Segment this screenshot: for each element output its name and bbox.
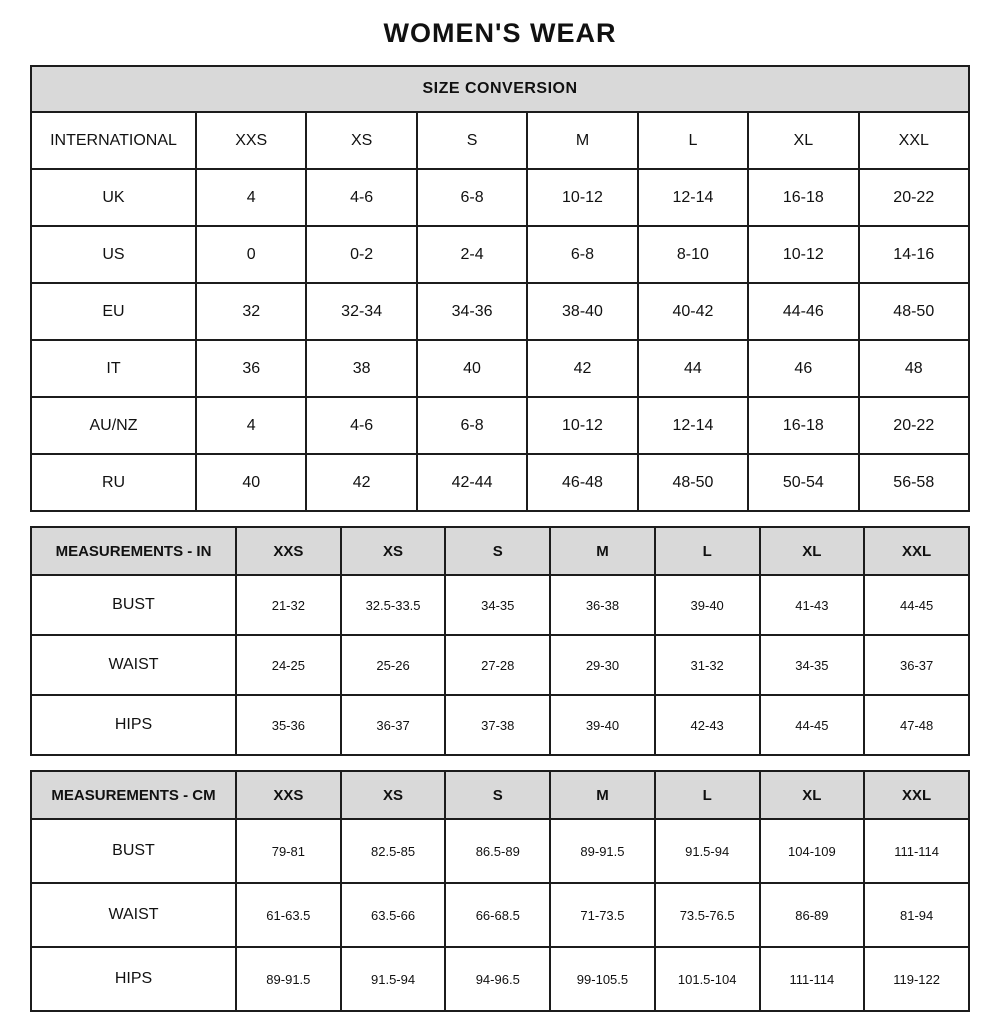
- value-cell: 82.5-85: [341, 819, 446, 883]
- column-header-cell: MEASUREMENTS - CM: [31, 771, 236, 819]
- measurements-in-table-body: [31, 575, 969, 755]
- value-cell: 86.5-89: [445, 819, 550, 883]
- value-cell: 37-38: [445, 695, 550, 755]
- value-cell: 42-44: [417, 454, 527, 511]
- row-label-cell: WAIST: [31, 635, 236, 695]
- row-label-cell: EU: [31, 283, 196, 340]
- value-cell: 47-48: [864, 695, 969, 755]
- table-row: [31, 819, 969, 883]
- row-label-cell: WAIST: [31, 883, 236, 947]
- row-label-cell: INTERNATIONAL: [31, 112, 196, 169]
- value-cell: 42: [527, 340, 637, 397]
- table-row: [31, 575, 969, 635]
- value-cell: 56-58: [859, 454, 969, 511]
- row-label-cell: HIPS: [31, 695, 236, 755]
- value-cell: 2-4: [417, 226, 527, 283]
- size-conversion-table-head: [31, 66, 969, 112]
- size-conversion-title: SIZE CONVERSION: [31, 66, 969, 112]
- value-cell: 91.5-94: [655, 819, 760, 883]
- measurements-cm-table-head: [31, 771, 969, 819]
- value-cell: 40: [196, 454, 306, 511]
- column-header-cell: L: [655, 771, 760, 819]
- header-row: [31, 527, 969, 575]
- value-cell: 29-30: [550, 635, 655, 695]
- value-cell: 34-35: [760, 635, 865, 695]
- value-cell: 50-54: [748, 454, 858, 511]
- value-cell: 6-8: [417, 169, 527, 226]
- value-cell: 73.5-76.5: [655, 883, 760, 947]
- value-cell: 44-46: [748, 283, 858, 340]
- value-cell: 119-122: [864, 947, 969, 1011]
- value-cell: 40: [417, 340, 527, 397]
- value-cell: 38-40: [527, 283, 637, 340]
- value-cell: 4-6: [306, 169, 416, 226]
- column-header-cell: XL: [760, 527, 865, 575]
- value-cell: 12-14: [638, 397, 748, 454]
- row-label-cell: UK: [31, 169, 196, 226]
- table-row: [31, 635, 969, 695]
- size-conversion-table: [30, 65, 970, 512]
- value-cell: 8-10: [638, 226, 748, 283]
- column-header-cell: MEASUREMENTS - IN: [31, 527, 236, 575]
- value-cell: S: [417, 112, 527, 169]
- value-cell: 44-45: [760, 695, 865, 755]
- page-title: WOMEN'S WEAR: [383, 18, 617, 48]
- value-cell: L: [638, 112, 748, 169]
- column-header-cell: XXL: [864, 771, 969, 819]
- value-cell: 20-22: [859, 397, 969, 454]
- value-cell: 0-2: [306, 226, 416, 283]
- table-row: [31, 283, 969, 340]
- value-cell: 66-68.5: [445, 883, 550, 947]
- value-cell: 32.5-33.5: [341, 575, 446, 635]
- measurements-in-table-head: [31, 527, 969, 575]
- measurements-cm-table: [30, 770, 970, 1012]
- row-label-cell: IT: [31, 340, 196, 397]
- value-cell: 36-37: [341, 695, 446, 755]
- value-cell: 36-37: [864, 635, 969, 695]
- measurements-cm-table-body: [31, 819, 969, 1011]
- value-cell: 42: [306, 454, 416, 511]
- size-conversion-table-body: [31, 112, 969, 511]
- value-cell: 21-32: [236, 575, 341, 635]
- value-cell: 32-34: [306, 283, 416, 340]
- value-cell: 34-36: [417, 283, 527, 340]
- value-cell: 35-36: [236, 695, 341, 755]
- column-header-cell: XS: [341, 527, 446, 575]
- value-cell: XXS: [196, 112, 306, 169]
- table-row: [31, 226, 969, 283]
- row-label-cell: HIPS: [31, 947, 236, 1011]
- value-cell: 63.5-66: [341, 883, 446, 947]
- value-cell: 24-25: [236, 635, 341, 695]
- value-cell: 25-26: [341, 635, 446, 695]
- value-cell: 39-40: [550, 695, 655, 755]
- value-cell: 111-114: [760, 947, 865, 1011]
- value-cell: 104-109: [760, 819, 865, 883]
- value-cell: 48-50: [638, 454, 748, 511]
- value-cell: 44-45: [864, 575, 969, 635]
- row-label-cell: AU/NZ: [31, 397, 196, 454]
- value-cell: 41-43: [760, 575, 865, 635]
- value-cell: 10-12: [527, 169, 637, 226]
- column-header-cell: XXL: [864, 527, 969, 575]
- value-cell: 46: [748, 340, 858, 397]
- value-cell: 91.5-94: [341, 947, 446, 1011]
- column-header-cell: S: [445, 527, 550, 575]
- value-cell: 31-32: [655, 635, 760, 695]
- value-cell: 101.5-104: [655, 947, 760, 1011]
- value-cell: 10-12: [748, 226, 858, 283]
- value-cell: 79-81: [236, 819, 341, 883]
- value-cell: M: [527, 112, 637, 169]
- header-row: [31, 771, 969, 819]
- value-cell: 0: [196, 226, 306, 283]
- value-cell: 46-48: [527, 454, 637, 511]
- column-header-cell: M: [550, 771, 655, 819]
- value-cell: 39-40: [655, 575, 760, 635]
- row-label-cell: BUST: [31, 575, 236, 635]
- value-cell: 61-63.5: [236, 883, 341, 947]
- table-row: [31, 169, 969, 226]
- value-cell: 36-38: [550, 575, 655, 635]
- column-header-cell: S: [445, 771, 550, 819]
- value-cell: 111-114: [864, 819, 969, 883]
- value-cell: 81-94: [864, 883, 969, 947]
- value-cell: 42-43: [655, 695, 760, 755]
- value-cell: XS: [306, 112, 416, 169]
- value-cell: 6-8: [417, 397, 527, 454]
- value-cell: 12-14: [638, 169, 748, 226]
- column-header-cell: L: [655, 527, 760, 575]
- value-cell: 32: [196, 283, 306, 340]
- column-header-cell: XXS: [236, 771, 341, 819]
- value-cell: 86-89: [760, 883, 865, 947]
- value-cell: 99-105.5: [550, 947, 655, 1011]
- value-cell: 36: [196, 340, 306, 397]
- value-cell: XL: [748, 112, 858, 169]
- table-row: [31, 883, 969, 947]
- column-header-cell: XS: [341, 771, 446, 819]
- value-cell: 4: [196, 397, 306, 454]
- value-cell: 16-18: [748, 169, 858, 226]
- value-cell: 38: [306, 340, 416, 397]
- value-cell: 44: [638, 340, 748, 397]
- value-cell: 4-6: [306, 397, 416, 454]
- value-cell: 89-91.5: [550, 819, 655, 883]
- column-header-cell: M: [550, 527, 655, 575]
- value-cell: 20-22: [859, 169, 969, 226]
- value-cell: 40-42: [638, 283, 748, 340]
- value-cell: 48: [859, 340, 969, 397]
- table-row: [31, 947, 969, 1011]
- column-header-cell: XL: [760, 771, 865, 819]
- value-cell: 48-50: [859, 283, 969, 340]
- row-label-cell: US: [31, 226, 196, 283]
- value-cell: 94-96.5: [445, 947, 550, 1011]
- row-label-cell: BUST: [31, 819, 236, 883]
- value-cell: 71-73.5: [550, 883, 655, 947]
- value-cell: 10-12: [527, 397, 637, 454]
- table-row: [31, 695, 969, 755]
- value-cell: XXL: [859, 112, 969, 169]
- value-cell: 16-18: [748, 397, 858, 454]
- value-cell: 6-8: [527, 226, 637, 283]
- table-row: [31, 397, 969, 454]
- value-cell: 4: [196, 169, 306, 226]
- measurements-in-table: [30, 526, 970, 756]
- value-cell: 34-35: [445, 575, 550, 635]
- table-row: [31, 340, 969, 397]
- table-title-row: [31, 66, 969, 112]
- row-label-cell: RU: [31, 454, 196, 511]
- table-row: [31, 112, 969, 169]
- value-cell: 27-28: [445, 635, 550, 695]
- value-cell: 89-91.5: [236, 947, 341, 1011]
- value-cell: 14-16: [859, 226, 969, 283]
- table-row: [31, 454, 969, 511]
- column-header-cell: XXS: [236, 527, 341, 575]
